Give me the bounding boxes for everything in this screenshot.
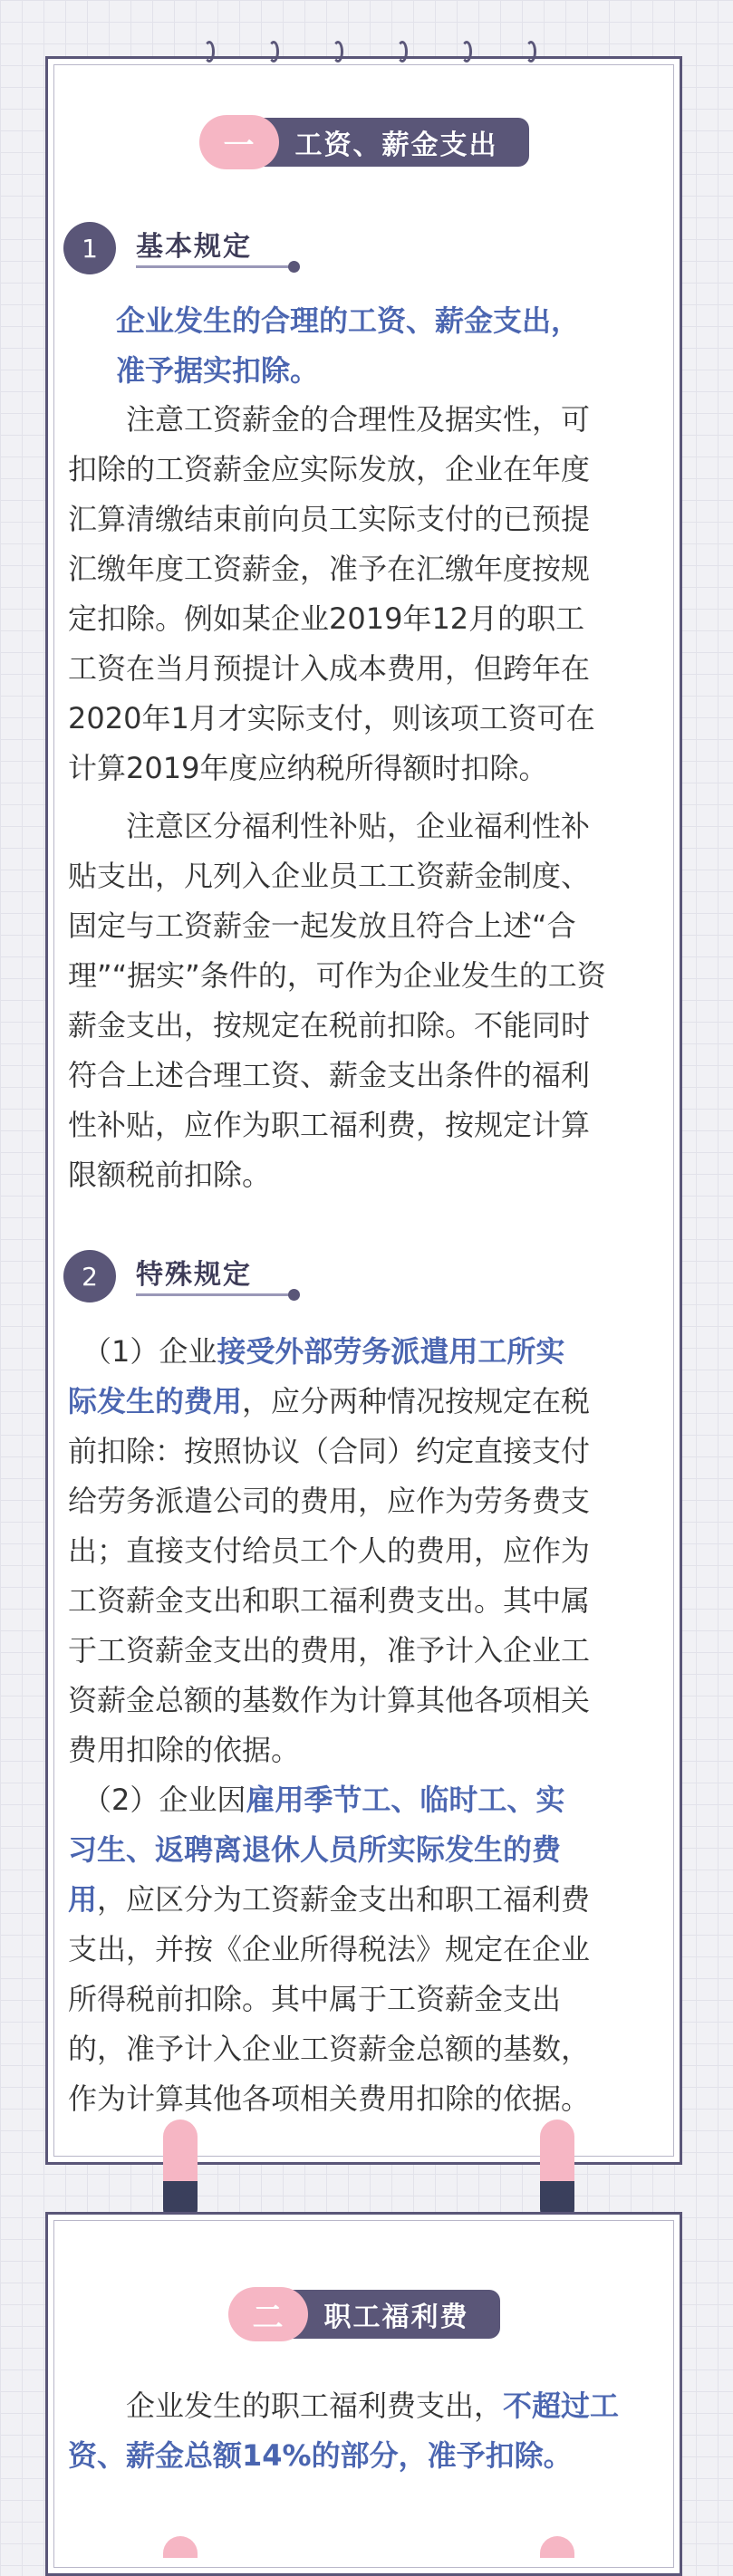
- subheading-basic-rules: [63, 222, 335, 285]
- spiral-binding: [48, 41, 680, 77]
- section-title: 工资、薪金支出: [248, 118, 529, 167]
- text-prefix: （1）企业: [68, 1334, 217, 1369]
- spiral-ring-icon: [204, 41, 215, 62]
- connector-pink-part: [163, 2119, 198, 2181]
- card-connector-right: [540, 2119, 574, 2226]
- spiral-ring-icon: [461, 41, 472, 62]
- subheading-dot-icon: [288, 261, 300, 273]
- connector-pink-part: [540, 2119, 574, 2181]
- text-rest: ，应分两种情况按规定在税 前扣除：按照协议（合同）约定直接支付 给劳务派遣公司的费用，应作为劳务费支 出；直接支付给员工个人的费用，应作为 工资薪金支出和职工福利费支出。其中属 于工资薪金支出的费用，准予计入企业工 资薪金总额的基数作为计算其他各项相关 费用扣除的依据。: [68, 1384, 591, 1767]
- spiral-ring-icon: [333, 41, 343, 62]
- section-header: [48, 2287, 680, 2341]
- lead-rule-text: 企业发生的合理的工资、薪金支出， 准予据实扣除。: [116, 303, 581, 388]
- paragraph-welfare-subsidy: 注意区分福利性补贴，企业福利性补 贴支出，凡列入企业员工工资薪金制度、 固定与工资薪金一起发放且符合上述“合 理”“据实”条件的，可作为企业发生的工资 薪金支出，按规定在税前扣除。不能同时 符合上述合理工资、薪金支出条件的福利 性补贴，应作为职工福利费，按规定计算 限额税前扣除。: [68, 809, 606, 1192]
- highlighted-text: 雇用季节工、临时工、实 习生、返聘离退休人员所实际发生的费 用: [68, 1783, 565, 1917]
- text-prefix: （2）企业因: [68, 1783, 246, 1817]
- highlighted-text: 接受外部劳务派遣用工所实 际发生的费用: [68, 1334, 565, 1418]
- subheading-number: 2: [63, 1250, 116, 1302]
- section-card-welfare: [45, 2212, 682, 2576]
- paragraph-labor-dispatch: [68, 1327, 662, 1775]
- section-header: [48, 115, 680, 169]
- subheading-underline: [136, 265, 290, 268]
- subheading-title: 特殊规定: [136, 1259, 252, 1291]
- section-title: 职工福利费: [277, 2290, 500, 2339]
- spiral-ring-icon: [526, 41, 536, 62]
- paragraph-reasonableness: 注意工资薪金的合理性及据实性，可 扣除的工资薪金应实际发放，企业在年度 汇算清缴结束前向员工实际支付的已预提 汇缴年度工资薪金，准予在汇缴年度按规 定扣除。例如某企业2019年12月的职工 工资在当月预提计入成本费用，但跨年在 2020年1月才实际支付，则该项工资可在 计算2019年度应纳税所得额时扣除。: [68, 402, 595, 785]
- section-number: 一: [199, 115, 279, 169]
- subheading-title: 基本规定: [136, 231, 252, 263]
- highlighted-text: 不超过工 资、薪金总额14%的部分，准予扣除。: [68, 2389, 620, 2473]
- subheading-special-rules: [63, 1250, 335, 1313]
- subheading-underline: [136, 1293, 290, 1296]
- section-number: 二: [228, 2287, 308, 2341]
- card-connector-left: [163, 2119, 198, 2226]
- paragraph-welfare-limit: [68, 2381, 662, 2481]
- subheading-number: 1: [63, 222, 116, 274]
- text-rest: ，应区分为工资薪金支出和职工福利费 支出，并按《企业所得税法》规定在企业 所得税前扣除。其中属于工资薪金支出 的，准予计入企业工资薪金总额的基数， 作为计算其他各项相关费用扣除的依据。: [68, 1882, 591, 2116]
- spiral-ring-icon: [268, 41, 279, 62]
- spiral-ring-icon: [397, 41, 408, 62]
- text-prefix: 企业发生的职工福利费支出，: [68, 2389, 504, 2423]
- section-card-wages: [45, 56, 682, 2165]
- subheading-dot-icon: [288, 1289, 300, 1301]
- paragraph-seasonal-workers: [68, 1775, 662, 2124]
- section-title-pill: [199, 115, 529, 169]
- section-title-pill: [228, 2287, 500, 2341]
